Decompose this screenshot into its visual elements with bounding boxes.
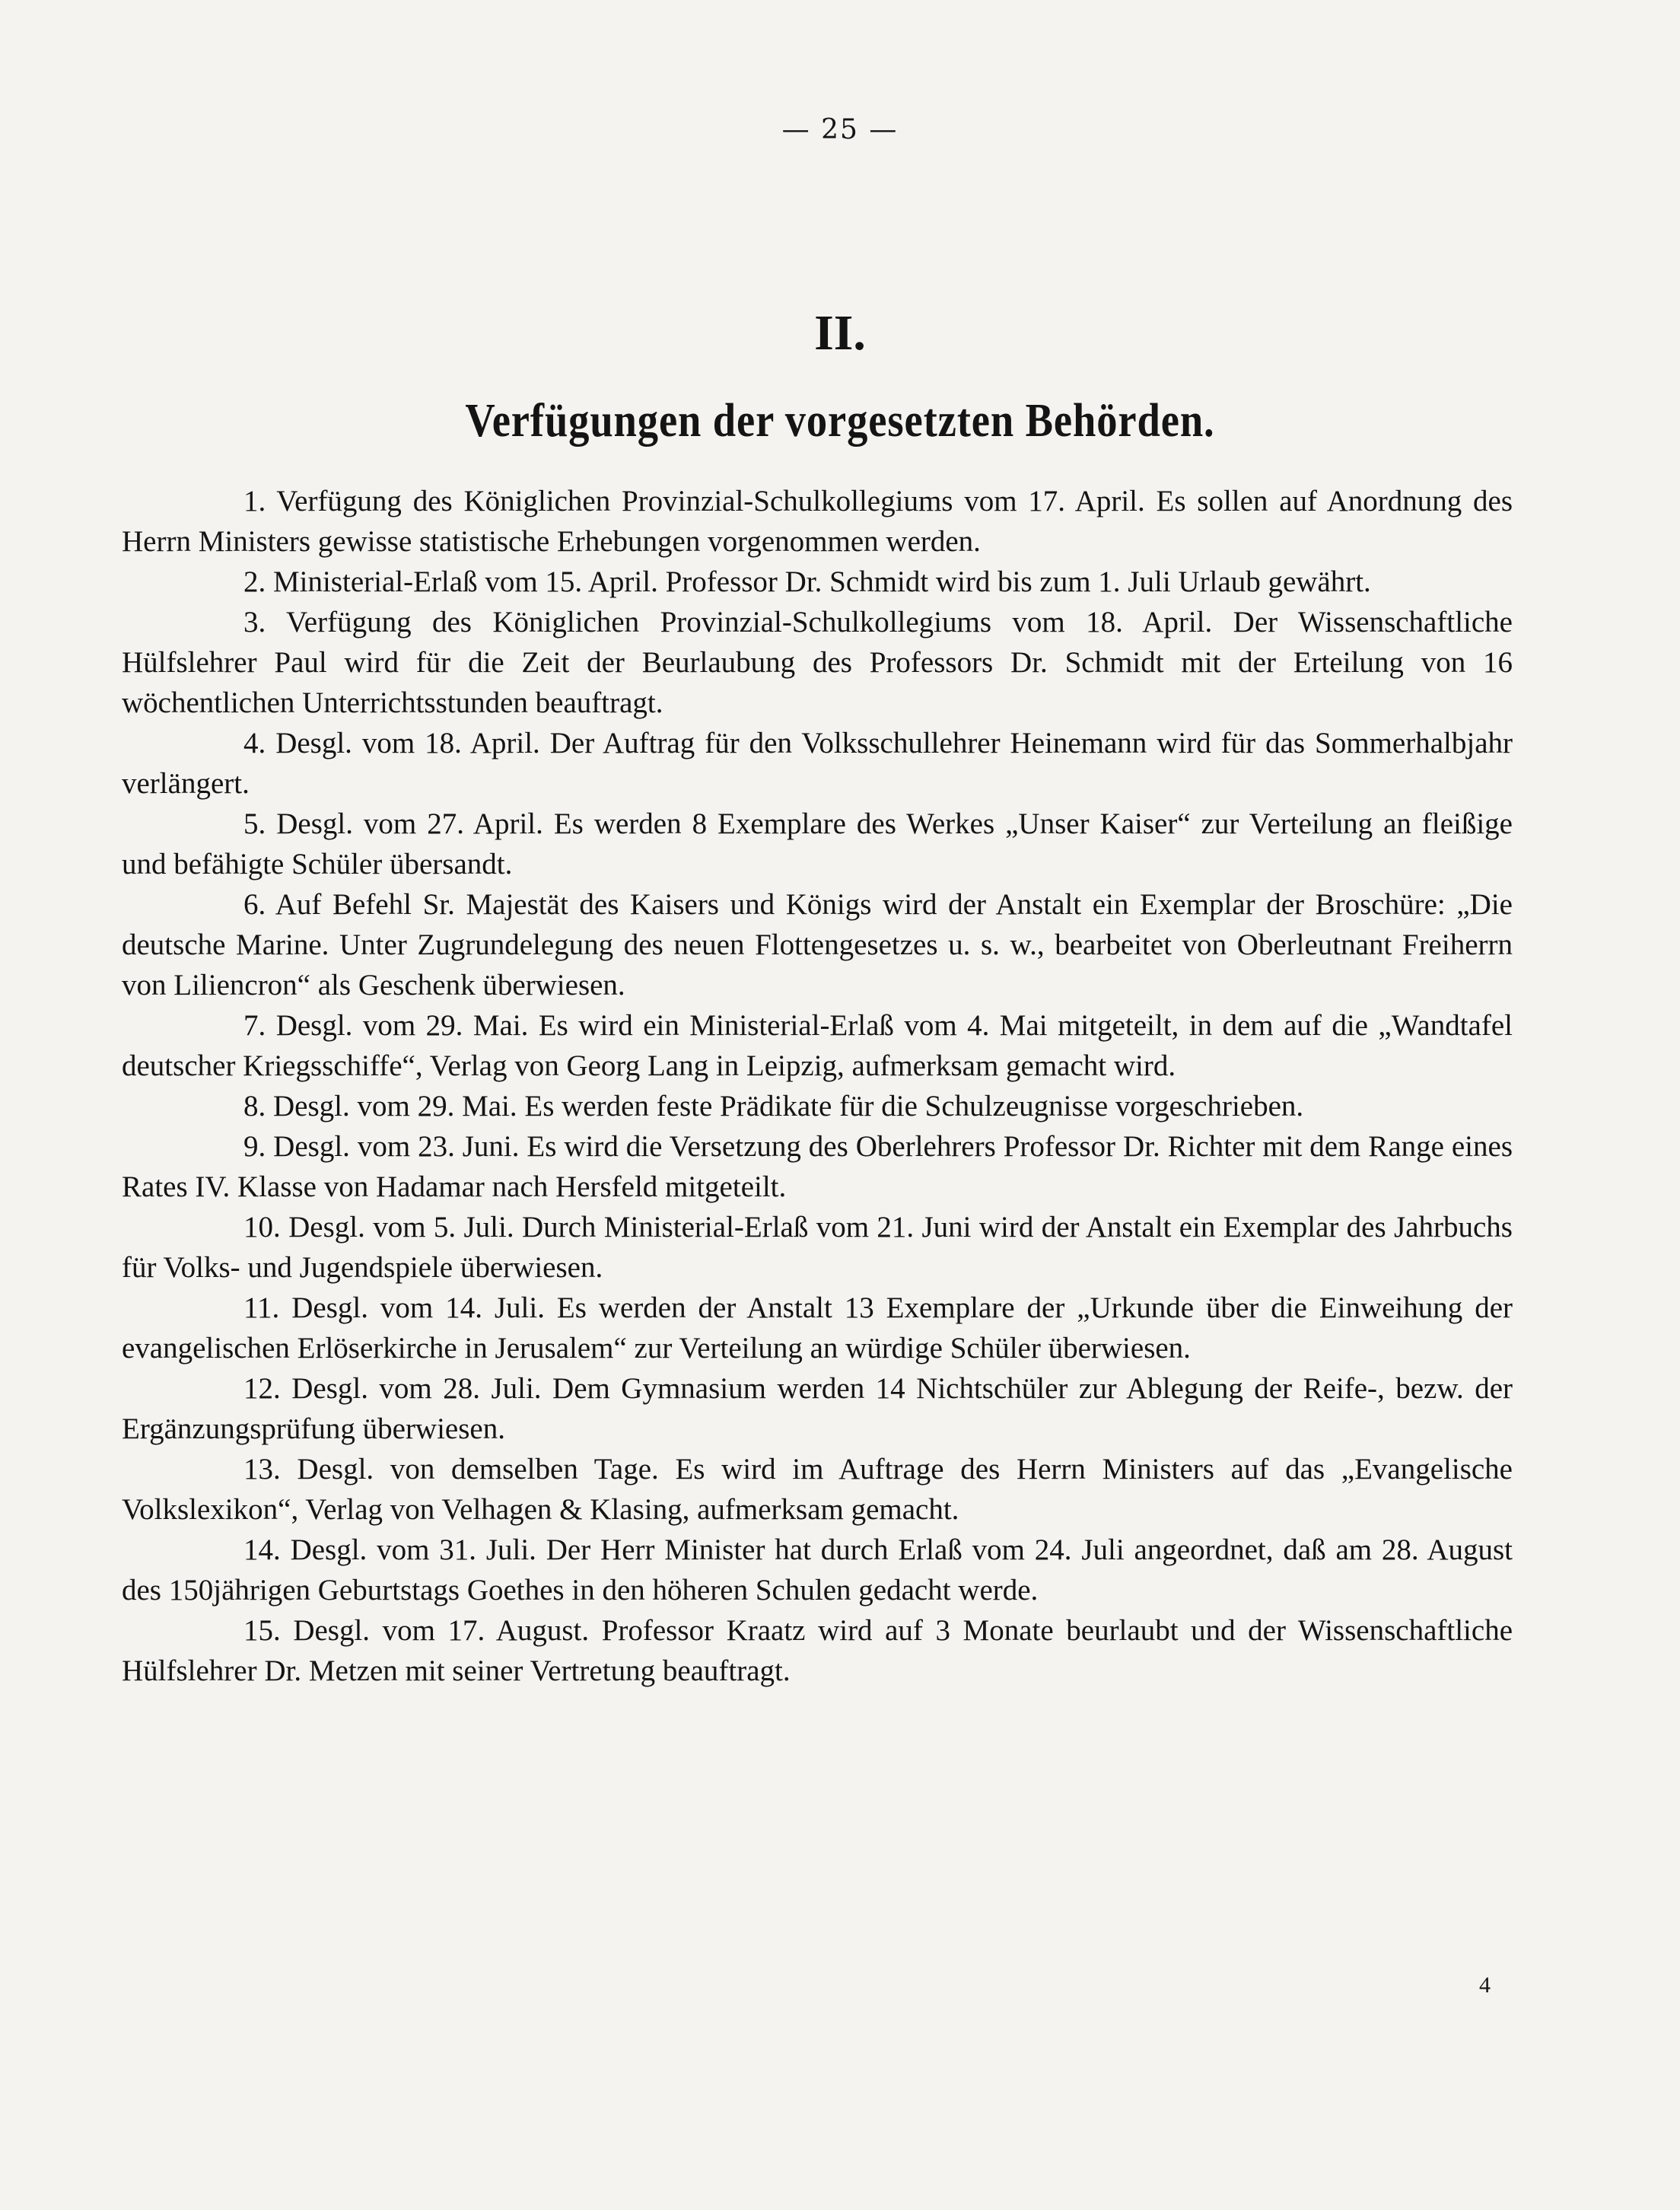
entry-10: 10. Desgl. vom 5. Juli. Durch Ministerial-Erlaß vom 21. Juni wird der Anstalt ein Exemplar des Jahrbuchs für Volks- und Jugendspiele überwiesen. — [122, 1211, 1513, 1284]
entry-4: 4. Desgl. vom 18. April. Der Auftrag für den Volksschullehrer Heinemann wird für das Sommerhalbjahr verlängert. — [122, 727, 1513, 800]
entry-15: 15. Desgl. vom 17. August. Professor Kraatz wird auf 3 Monate beurlaubt und der Wissenschaftliche Hülfslehrer Dr. Metzen mit seiner Vertretung beauftragt. — [122, 1614, 1513, 1687]
entry-6: 6. Auf Befehl Sr. Majestät des Kaisers und Königs wird der Anstalt ein Exemplar der Broschüre: „Die deutsche Marine. Unter Zugrundelegung des neuen Flottengesetzes u. s. w., bearbeitet von Oberleutnant Freiherrn von Liliencron“ als Geschenk überwiesen. — [122, 888, 1513, 1002]
entry-8: 8. Desgl. vom 29. Mai. Es werden feste Prädikate für die Schulzeugnisse vorgeschrieben. — [243, 1090, 1304, 1123]
section-title: Verfügungen der vorgesetzten Behörden. — [465, 395, 1215, 447]
entry-12: 12. Desgl. vom 28. Juli. Dem Gymnasium werden 14 Nichtschüler zur Ablegung der Reife-, bezw. der Ergänzungsprüfung überwiesen. — [122, 1372, 1513, 1445]
entry-2: 2. Ministerial-Erlaß vom 15. April. Professor Dr. Schmidt wird bis zum 1. Juli Urlaub gewährt. — [243, 565, 1371, 598]
entry-5: 5. Desgl. vom 27. April. Es werden 8 Exemplare des Werkes „Unser Kaiser“ zur Verteilung an fleißige und befähigte Schüler übersandt. — [122, 807, 1513, 880]
entry-3: 3. Verfügung des Königlichen Provinzial-Schulkollegiums vom 18. April. Der Wissenschaftliche Hülfslehrer Paul wird für die Zeit der Beurlaubung des Professors Dr. Schmidt mit der Erteilung von 16 wöchentlichen Unterrichtsstunden beauftragt. — [122, 606, 1513, 719]
entry-9: 9. Desgl. vom 23. Juni. Es wird die Versetzung des Oberlehrers Professor Dr. Richter mit dem Range eines Rates IV. Klasse von Hadamar nach Hersfeld mitgeteilt. — [122, 1130, 1513, 1203]
entry-7: 7. Desgl. vom 29. Mai. Es wird ein Ministerial-Erlaß vom 4. Mai mitgeteilt, in dem auf die „Wandtafel deutscher Kriegsschiffe“, Verlag von Georg Lang in Leipzig, aufmerksam gemacht wird. — [122, 1009, 1513, 1082]
entry-14: 14. Desgl. vom 31. Juli. Der Herr Minister hat durch Erlaß vom 24. Juli angeordnet, daß am 28. August des 150jährigen Geburtstags Goethes in den höheren Schulen gedacht werde. — [122, 1533, 1513, 1607]
section-numeral: II. — [814, 305, 866, 361]
entry-1: 1. Verfügung des Königlichen Provinzial-Schulkollegiums vom 17. April. Es sollen auf Anordnung des Herrn Ministers gewisse statistische Erhebungen vorgenommen werden. — [122, 485, 1513, 558]
signature-mark: 4 — [1479, 1973, 1491, 1998]
entry-11: 11. Desgl. vom 14. Juli. Es werden der Anstalt 13 Exemplare der „Urkunde über die Einweihung der evangelischen Erlöserkirche in Jerusalem“ zur Verteilung an würdige Schüler überwiesen. — [122, 1291, 1513, 1365]
page-number: — 25 — — [781, 114, 899, 145]
entry-13: 13. Desgl. von demselben Tage. Es wird im Auftrage des Herrn Ministers auf das „Evangelische Volkslexikon“, Verlag von Velhagen & Klasing, aufmerksam gemacht. — [122, 1453, 1513, 1526]
entries-list — [122, 481, 1513, 1691]
